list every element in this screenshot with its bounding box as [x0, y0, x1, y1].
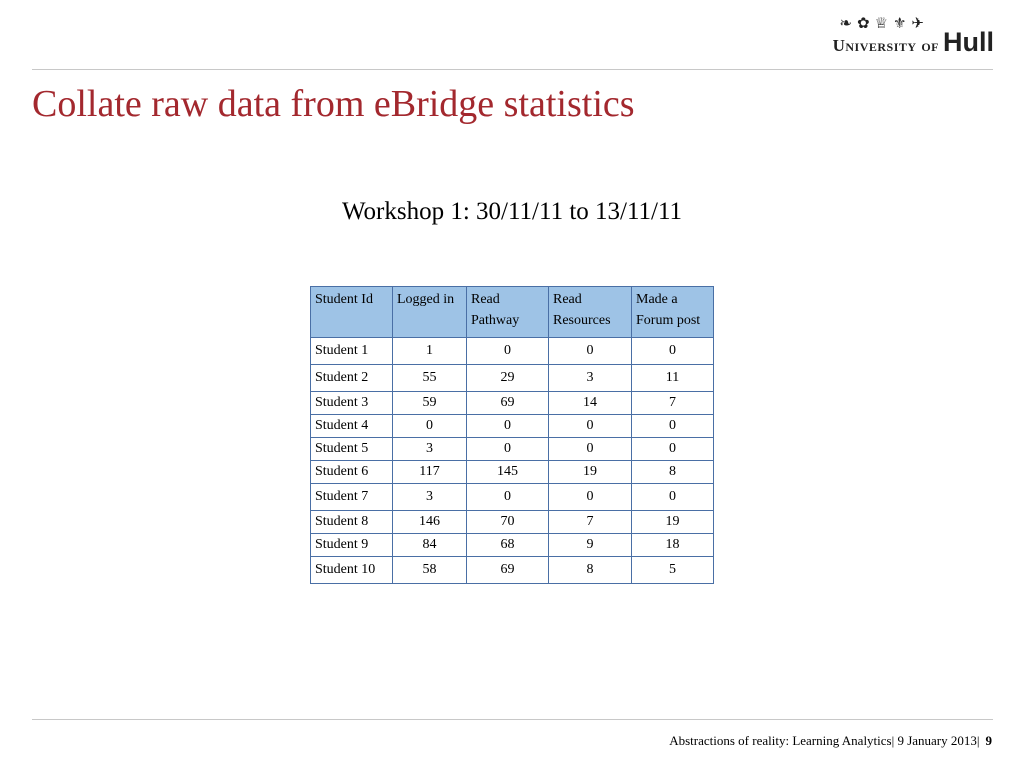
- cell-forum-post: 0: [632, 438, 714, 461]
- page-number: 9: [985, 733, 992, 748]
- cell-student-id: Student 1: [311, 338, 393, 365]
- cell-student-id: Student 2: [311, 365, 393, 392]
- cell-forum-post: 0: [632, 484, 714, 511]
- logo-wordmark: [833, 27, 994, 58]
- cell-logged-in: 146: [393, 511, 467, 534]
- table-row: [311, 511, 714, 534]
- cell-student-id: Student 7: [311, 484, 393, 511]
- cell-logged-in: 0: [393, 415, 467, 438]
- cell-student-id: Student 6: [311, 461, 393, 484]
- cell-read-pathway: 0: [467, 338, 549, 365]
- crown-icon: ♕: [874, 14, 888, 32]
- statistics-table: [310, 286, 714, 584]
- cell-read-resources: 8: [549, 557, 632, 584]
- cell-read-pathway: 68: [467, 534, 549, 557]
- cell-read-pathway: 0: [467, 438, 549, 461]
- table-row: [311, 415, 714, 438]
- header-forum-post: Made a Forum post: [632, 287, 714, 338]
- cell-read-pathway: 69: [467, 392, 549, 415]
- cell-student-id: Student 8: [311, 511, 393, 534]
- cell-read-resources: 3: [549, 365, 632, 392]
- cell-read-pathway: 29: [467, 365, 549, 392]
- fleur-de-lis-icon: ⚜: [892, 14, 907, 32]
- table-row: [311, 461, 714, 484]
- cell-read-resources: 14: [549, 392, 632, 415]
- header-read-pathway: Read Pathway: [467, 287, 549, 338]
- cell-read-resources: 19: [549, 461, 632, 484]
- header-divider: [32, 69, 993, 70]
- cell-read-pathway: 70: [467, 511, 549, 534]
- cell-read-resources: 0: [549, 484, 632, 511]
- cell-forum-post: 11: [632, 365, 714, 392]
- cell-forum-post: 18: [632, 534, 714, 557]
- cell-student-id: Student 9: [311, 534, 393, 557]
- cell-student-id: Student 10: [311, 557, 393, 584]
- header-student-id: Student Id: [311, 287, 393, 338]
- cell-read-pathway: 69: [467, 557, 549, 584]
- footer-text: Abstractions of reality: Learning Analytics| 9 January 2013|: [669, 733, 980, 748]
- cell-forum-post: 0: [632, 338, 714, 365]
- slide-title: Collate raw data from eBridge statistics: [32, 83, 635, 125]
- cell-read-resources: 0: [549, 415, 632, 438]
- table-row: [311, 484, 714, 511]
- wyvern-icon: ❧: [839, 14, 852, 32]
- cell-forum-post: 5: [632, 557, 714, 584]
- logo-university-label: University of: [832, 36, 939, 55]
- table-row: [311, 365, 714, 392]
- table-row: [311, 557, 714, 584]
- header-logged-in: Logged in: [393, 287, 467, 338]
- slide-footer: [669, 733, 992, 749]
- cell-forum-post: 0: [632, 415, 714, 438]
- workshop-subtitle: Workshop 1: 30/11/11 to 13/11/11: [341, 198, 683, 225]
- cell-logged-in: 3: [393, 438, 467, 461]
- cell-student-id: Student 3: [311, 392, 393, 415]
- cell-student-id: Student 4: [311, 415, 393, 438]
- cell-logged-in: 55: [393, 365, 467, 392]
- cell-read-resources: 7: [549, 511, 632, 534]
- cell-read-pathway: 145: [467, 461, 549, 484]
- rose-icon: ✿: [856, 14, 870, 32]
- cell-forum-post: 8: [632, 461, 714, 484]
- cell-logged-in: 117: [393, 461, 467, 484]
- cell-read-resources: 0: [549, 438, 632, 461]
- cell-forum-post: 7: [632, 392, 714, 415]
- header-read-resources: Read Resources: [549, 287, 632, 338]
- cell-logged-in: 58: [393, 557, 467, 584]
- footer-divider: [32, 719, 993, 720]
- table-row: [311, 338, 714, 365]
- table-row: [311, 438, 714, 461]
- cell-student-id: Student 5: [311, 438, 393, 461]
- bird-icon: ✈: [911, 14, 924, 32]
- cell-read-resources: 9: [549, 534, 632, 557]
- cell-read-resources: 0: [549, 338, 632, 365]
- cell-read-pathway: 0: [467, 484, 549, 511]
- university-logo: [794, 14, 994, 58]
- cell-logged-in: 59: [393, 392, 467, 415]
- table-row: [311, 534, 714, 557]
- cell-logged-in: 1: [393, 338, 467, 365]
- table-row: [311, 392, 714, 415]
- logo-hull-label: Hull: [943, 27, 994, 57]
- cell-logged-in: 84: [393, 534, 467, 557]
- table-header-row: [311, 287, 714, 338]
- cell-forum-post: 19: [632, 511, 714, 534]
- cell-read-pathway: 0: [467, 415, 549, 438]
- cell-logged-in: 3: [393, 484, 467, 511]
